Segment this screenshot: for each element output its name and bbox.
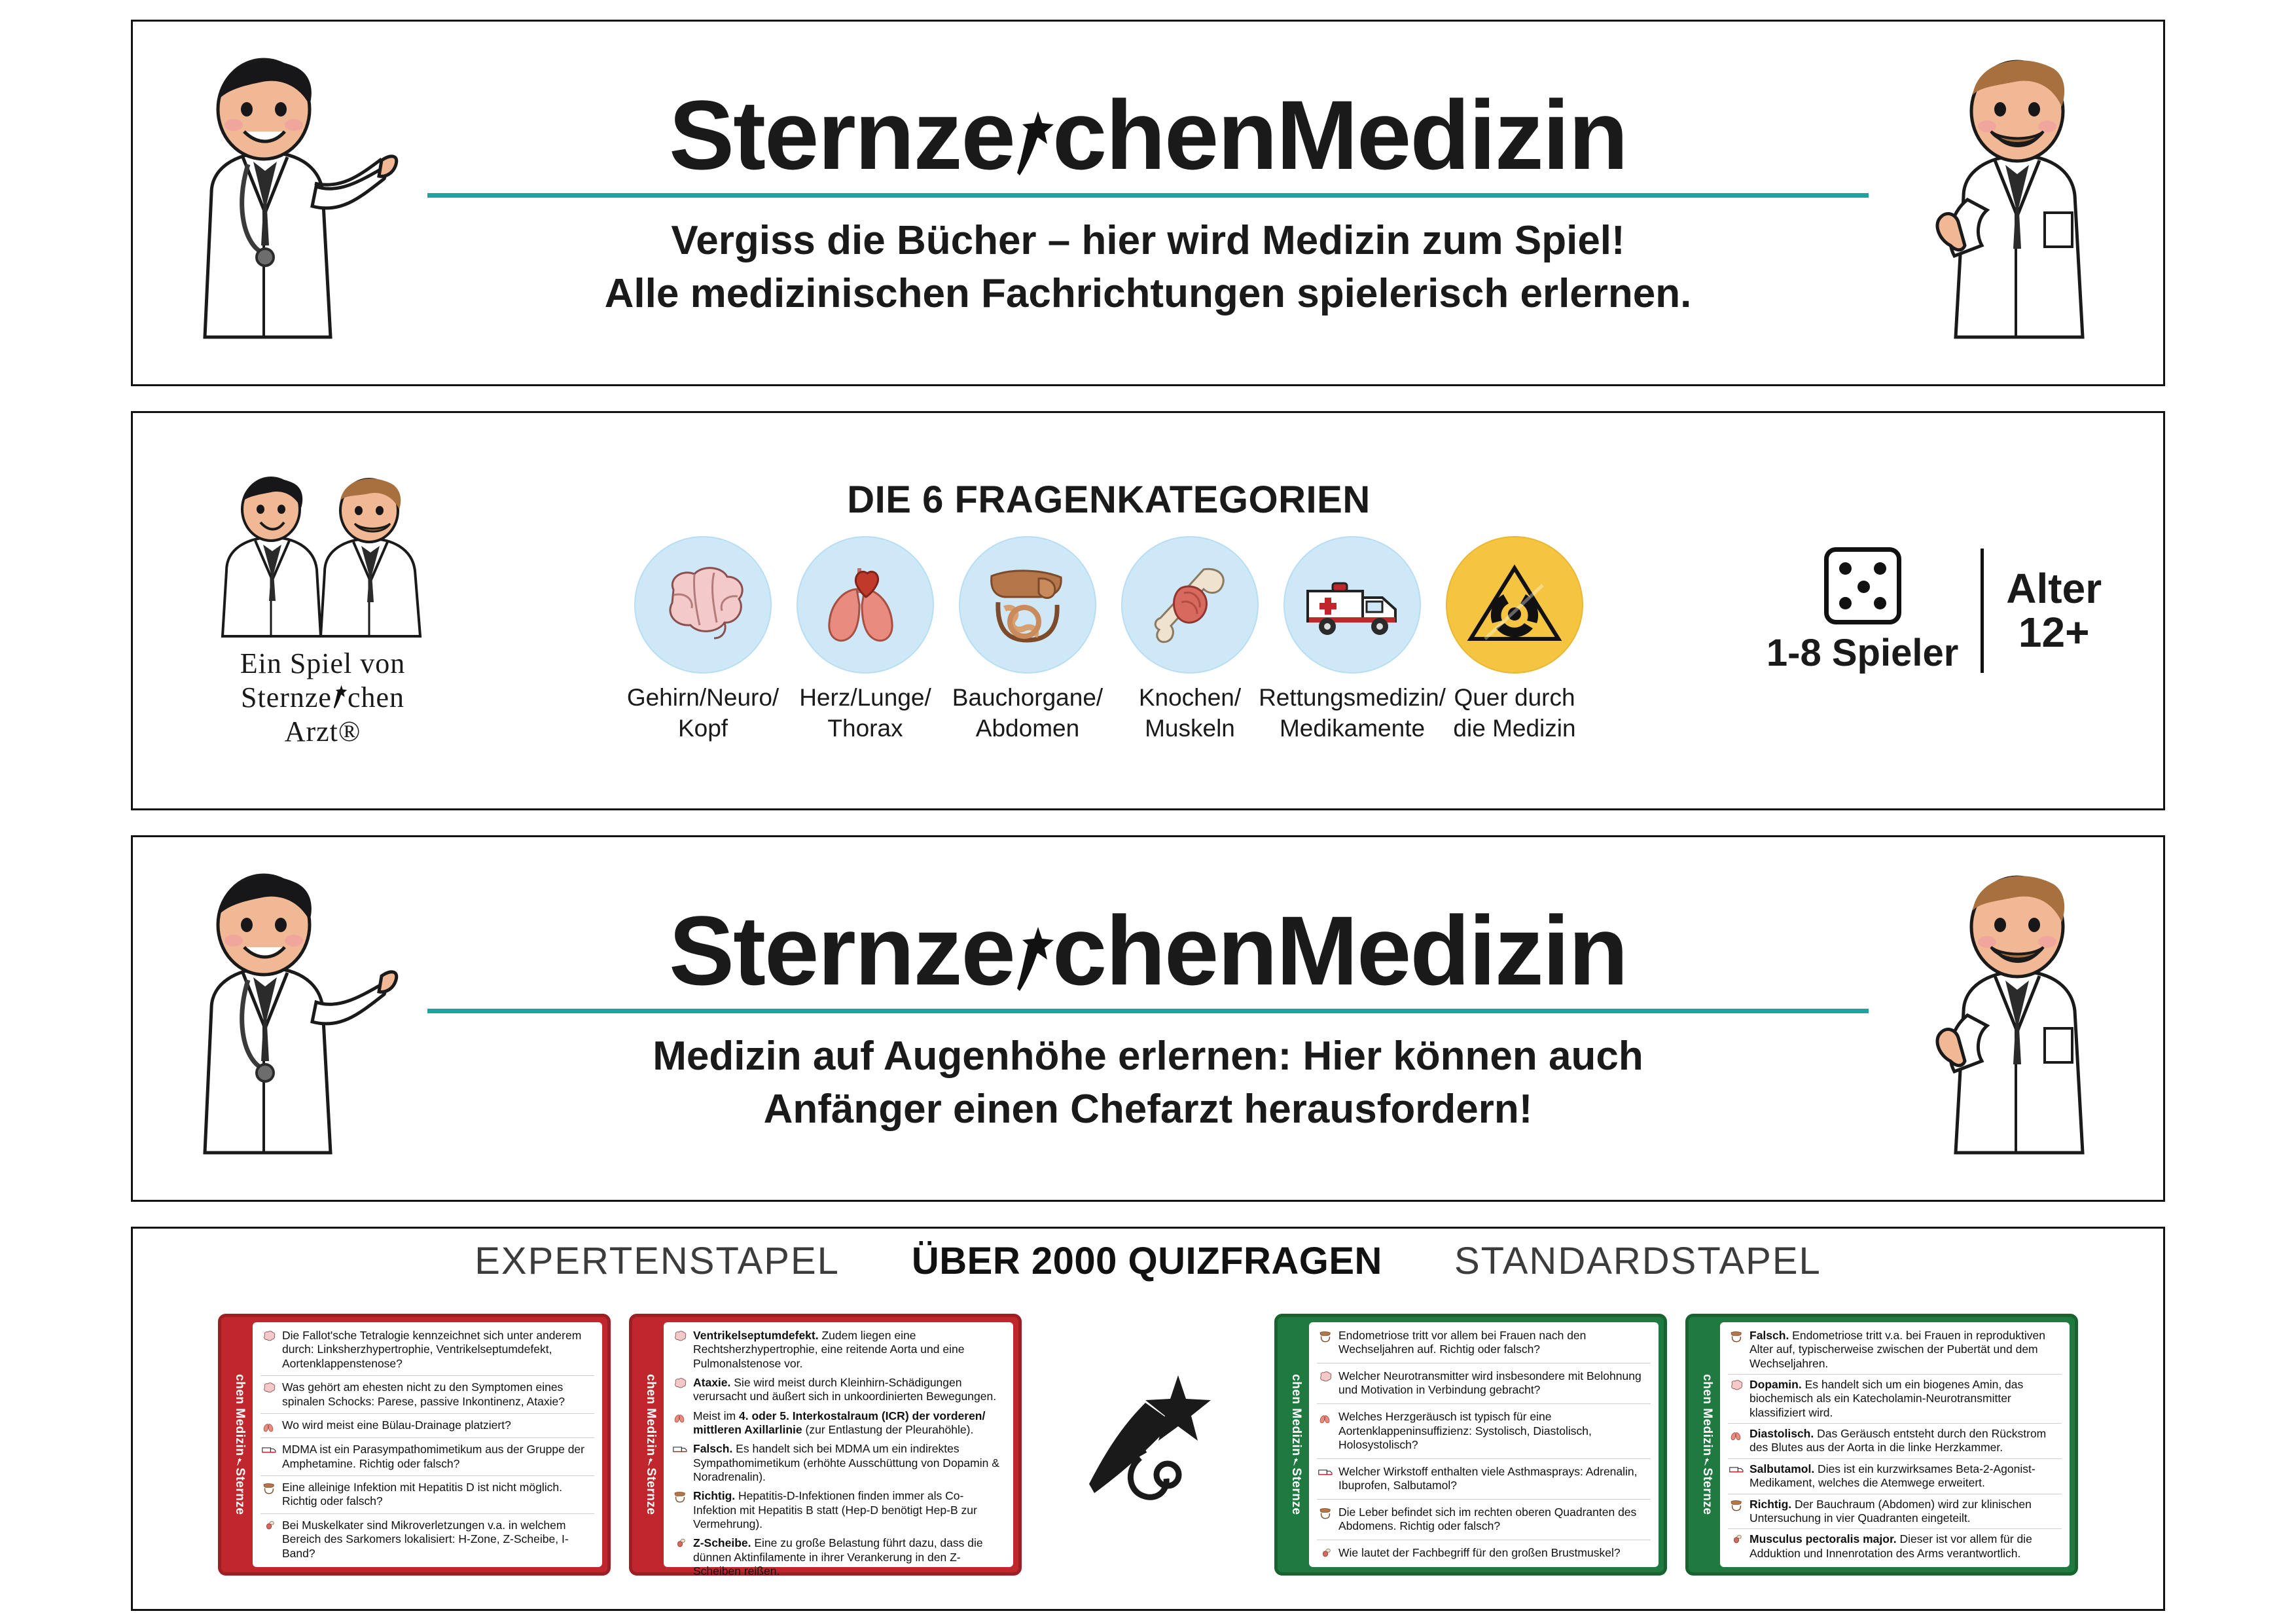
card-line bbox=[672, 1536, 1005, 1578]
category-label-line1: Knochen/ bbox=[1138, 684, 1242, 712]
doctor-pointing-illustration bbox=[146, 844, 421, 1193]
card-spine-part1: Sternze bbox=[1289, 1468, 1303, 1515]
abdomen-organs-icon bbox=[672, 1489, 689, 1504]
category-icon-circle bbox=[1121, 536, 1259, 674]
category-item bbox=[793, 536, 938, 744]
card-line bbox=[260, 1519, 594, 1561]
card-line bbox=[260, 1380, 594, 1409]
card-line bbox=[672, 1409, 1005, 1437]
age-value: 12+ bbox=[2018, 609, 2090, 656]
category-item bbox=[1117, 536, 1263, 744]
abdomen-organs-icon bbox=[1317, 1329, 1334, 1343]
category-label bbox=[627, 683, 779, 744]
category-label-line1: Herz/Lunge/ bbox=[799, 684, 931, 712]
lungs-heart-icon bbox=[1317, 1410, 1334, 1424]
brain-icon bbox=[260, 1329, 278, 1343]
card-spine-part2: chen Medizin bbox=[1700, 1374, 1714, 1456]
card-line bbox=[260, 1418, 594, 1433]
brain-icon bbox=[672, 1376, 689, 1390]
ambulance-icon bbox=[1300, 569, 1405, 641]
category-label-line2: Thorax bbox=[827, 714, 903, 742]
card-line bbox=[260, 1329, 594, 1371]
expert-answer-card[interactable] bbox=[629, 1314, 1022, 1576]
card-spine-part1: Sternze bbox=[233, 1468, 247, 1515]
doctor-pointing-illustration bbox=[146, 28, 421, 378]
category-item bbox=[1259, 536, 1446, 744]
abdomen-organs-icon bbox=[260, 1481, 278, 1495]
card-line-text: Ventrikelseptumdefekt. Zudem liegen eine Rechtsherzhypertrophie, eine reitende Aorta und eine Pulmonalstenose vor. bbox=[693, 1329, 965, 1370]
categories-title: DIE 6 FRAGENKATEGORIEN bbox=[847, 478, 1371, 522]
card-line-text: Welcher Neurotransmitter wird insbesondere mit Belohnung und Motivation in Verbindung gebracht? bbox=[1338, 1369, 1641, 1397]
brain-icon bbox=[1728, 1378, 1745, 1392]
abdomen-organs-icon bbox=[1728, 1498, 1745, 1512]
card-content bbox=[664, 1322, 1013, 1578]
card-spine-part2: chen Medizin bbox=[644, 1374, 658, 1456]
publisher-name bbox=[240, 647, 406, 749]
brand-title bbox=[669, 895, 1627, 1005]
card-line-text: Eine alleinige Infektion mit Hepatitis D ist nicht möglich. Richtig oder falsch? bbox=[282, 1481, 562, 1508]
top-tagline-line2: Alle medizinischen Fachrichtungen spielerisch erlernen. bbox=[604, 270, 1692, 316]
card-line bbox=[1317, 1546, 1651, 1561]
bottom-tagline bbox=[653, 1030, 1643, 1136]
brand-title-part3: Medizin bbox=[1276, 895, 1627, 1005]
abdomen-organs-icon bbox=[1317, 1506, 1334, 1520]
lungs-heart-icon bbox=[816, 559, 914, 651]
category-item bbox=[1442, 536, 1587, 744]
expert-question-card[interactable] bbox=[218, 1314, 611, 1576]
card-spine bbox=[637, 1322, 664, 1567]
shooting-star-icon bbox=[647, 1458, 655, 1467]
shooting-star-icon bbox=[330, 685, 350, 711]
bone-muscle-icon bbox=[1317, 1546, 1334, 1561]
card-line-text: Falsch. Endometriose tritt v.a. bei Frauen in reproduktiven Alter auf, typischerweise zwischen der Pubertät und dem Wechseljahren. bbox=[1749, 1329, 2045, 1370]
brand-title-part2: chen bbox=[1052, 79, 1276, 190]
categories-center bbox=[493, 478, 1725, 744]
card-line bbox=[672, 1376, 1005, 1404]
top-tagline-line1: Vergiss die Bücher – hier wird Medizin zum Spiel! bbox=[671, 217, 1625, 263]
brain-icon bbox=[260, 1380, 278, 1395]
players-label: 1-8 Spieler bbox=[1766, 631, 1959, 674]
bone-muscle-icon bbox=[672, 1536, 689, 1551]
players-age-block bbox=[1725, 421, 2144, 801]
ambulance-icon bbox=[1317, 1465, 1334, 1478]
card-line bbox=[1317, 1506, 1651, 1534]
card-line-text: Bei Muskelkater sind Mikroverletzungen v.a. in welchem Bereich des Sarkomers lokalisiert: H-Zone, Z-Scheibe, I-Band? bbox=[282, 1518, 569, 1560]
age-word: Alter bbox=[2006, 564, 2102, 612]
card-line-text: Die Leber befindet sich im rechten oberen Quadranten des Abdomens. Richtig oder falsch? bbox=[1338, 1505, 1637, 1533]
category-label-line2: Kopf bbox=[677, 714, 728, 742]
categories-panel bbox=[131, 411, 2165, 810]
publisher-line1: Ein Spiel von bbox=[240, 647, 406, 680]
publisher-line2b: chen bbox=[347, 681, 404, 714]
brand-title bbox=[669, 79, 1627, 190]
card-line-text: Richtig. Hepatitis-D-Infektionen finden immer als Co-Infektion mit Hepatitis B statt (Hep-D benötigt Hep-B zur Vermehrung). bbox=[693, 1489, 977, 1531]
standard-deck-heading: STANDARDSTAPEL bbox=[1454, 1240, 1821, 1282]
card-line bbox=[1317, 1465, 1651, 1493]
top-banner bbox=[131, 20, 2165, 386]
shooting-star-icon bbox=[1009, 914, 1058, 986]
card-line bbox=[672, 1329, 1005, 1371]
lungs-heart-icon bbox=[1728, 1427, 1745, 1441]
card-line-text: Musculus pectoralis major. Dieser ist vor allem für die Adduktion und Innenrotation des Arms verantwortlich. bbox=[1749, 1532, 2032, 1560]
brain-icon bbox=[1317, 1369, 1334, 1384]
card-line bbox=[260, 1443, 594, 1471]
category-icon-circle bbox=[1446, 536, 1583, 674]
category-label bbox=[799, 683, 931, 744]
card-line-text: Richtig. Der Bauchraum (Abdomen) wird zur klinischen Untersuchung in vier Quadranten eingeteilt. bbox=[1749, 1497, 2032, 1525]
shooting-star-icon bbox=[1704, 1458, 1711, 1467]
category-label bbox=[1139, 683, 1241, 744]
category-item bbox=[952, 536, 1103, 744]
question-count-heading: ÜBER 2000 QUIZFRAGEN bbox=[911, 1240, 1382, 1282]
category-label-line2: die Medizin bbox=[1453, 714, 1576, 742]
ambulance-icon bbox=[672, 1442, 689, 1455]
ambulance-icon bbox=[260, 1443, 278, 1456]
card-line-text: Falsch. Es handelt sich bei MDMA um ein indirektes Sympathomimetikum (erhöhte Ausschüttung von Dopamin & Noradrenalin). bbox=[693, 1442, 999, 1484]
accent-rule bbox=[427, 1009, 1869, 1013]
abdomen-organs-icon bbox=[1728, 1329, 1745, 1343]
category-icon-circle bbox=[634, 536, 772, 674]
card-line-text: Diastolisch. Das Geräusch entsteht durch den Rückstrom des Blutes aus der Aorta in die linke Herzkammer. bbox=[1749, 1427, 2047, 1454]
bottom-banner bbox=[131, 835, 2165, 1202]
card-line bbox=[1728, 1532, 2062, 1561]
card-line-text: Wo wird meist eine Bülau-Drainage platziert? bbox=[282, 1418, 511, 1432]
card-line bbox=[1728, 1329, 2062, 1371]
categories-list bbox=[626, 536, 1587, 744]
card-line-text: Meist im 4. oder 5. Interkostalraum (ICR) der vorderen/ mittleren Axillarlinie (zur Entlastung der Pleurahöhle). bbox=[693, 1409, 986, 1437]
shooting-star-icon bbox=[236, 1458, 243, 1467]
card-spine-part1: Sternze bbox=[644, 1468, 658, 1515]
category-label-line1: Rettungsmedizin/ bbox=[1259, 684, 1446, 712]
brand-title-part1: Sternze bbox=[669, 79, 1014, 190]
category-label-line1: Gehirn/Neuro/ bbox=[626, 684, 780, 712]
top-banner-content bbox=[421, 79, 1875, 320]
bone-muscle-icon bbox=[260, 1519, 278, 1533]
bottom-tagline-line2: Anfänger einen Chefarzt herausfordern! bbox=[763, 1086, 1533, 1132]
deck-panel bbox=[131, 1227, 2165, 1611]
accent-rule bbox=[427, 193, 1869, 198]
deck-headings bbox=[146, 1239, 2150, 1283]
category-icon-circle bbox=[1283, 536, 1421, 674]
standard-question-card[interactable] bbox=[1274, 1314, 1667, 1576]
bone-muscle-icon bbox=[1728, 1532, 1745, 1547]
card-line-text: Endometriose tritt vor allem bei Frauen nach den Wechseljahren auf. Richtig oder falsch? bbox=[1338, 1329, 1587, 1356]
card-line bbox=[672, 1489, 1005, 1531]
deck-cards bbox=[146, 1292, 2150, 1602]
bottom-tagline-line1: Medizin auf Augenhöhe erlernen: Hier können auch bbox=[653, 1033, 1643, 1079]
card-line bbox=[1728, 1462, 2062, 1490]
publisher-line2 bbox=[240, 681, 406, 715]
shooting-star-stethoscope-icon bbox=[1040, 1360, 1256, 1530]
card-spine-part2: chen Medizin bbox=[233, 1374, 247, 1456]
category-icon-circle bbox=[959, 536, 1096, 674]
card-line bbox=[1317, 1369, 1651, 1398]
publisher-line3: Arzt® bbox=[284, 715, 361, 748]
category-label bbox=[952, 683, 1103, 744]
brand-title-part2: chen bbox=[1052, 895, 1276, 1005]
category-label-line2: Muskeln bbox=[1145, 714, 1235, 742]
card-line bbox=[260, 1481, 594, 1509]
category-label-line1: Quer durch bbox=[1454, 684, 1575, 712]
brain-icon bbox=[654, 562, 752, 647]
card-line-text: Welches Herzgeräusch ist typisch für eine Aortenklappeninsuffizienz: Systolisch, Diastolisch, Holosystolisch? bbox=[1338, 1410, 1592, 1451]
card-line-text: Die Fallot'sche Tetralogie kennzeichnet sich unter anderem durch: Linksherzhypertrophie, Ventrikelseptumdefekt, Aortenklappenstenose? bbox=[282, 1329, 582, 1370]
card-line-text: Was gehört am ehesten nicht zu den Symptomen eines spinalen Schocks: Parese, passive Inkontinenz, Ataxie? bbox=[282, 1380, 565, 1408]
card-spine-label bbox=[1289, 1374, 1303, 1515]
category-label-line1: Bauchorgane/ bbox=[952, 684, 1103, 712]
card-line-text: Dopamin. Es handelt sich um ein biogenes Amin, das biochemisch als ein Katecholamin-Neurotransmitter klassifiziert wird. bbox=[1749, 1378, 2024, 1419]
card-line bbox=[672, 1442, 1005, 1484]
lungs-heart-icon bbox=[672, 1409, 689, 1424]
shooting-star-icon bbox=[1293, 1458, 1300, 1467]
card-line-text: Salbutamol. Dies ist ein kurzwirksames Beta-2-Agonist-Medikament, welches die Atemwege erweitert. bbox=[1749, 1462, 2036, 1490]
bone-muscle-icon bbox=[1141, 559, 1239, 651]
dice-icon bbox=[1824, 547, 1901, 624]
doctor-thumbsup-illustration bbox=[1875, 28, 2150, 378]
top-tagline bbox=[605, 215, 1692, 320]
category-label-line2: Medikamente bbox=[1279, 714, 1426, 742]
card-spine bbox=[1694, 1322, 1720, 1567]
radiation-warning-icon bbox=[1465, 559, 1564, 651]
card-content bbox=[253, 1322, 602, 1567]
card-spine-part1: Sternze bbox=[1700, 1468, 1714, 1515]
card-spine bbox=[1283, 1322, 1309, 1567]
card-line bbox=[1728, 1498, 2062, 1526]
card-line bbox=[1317, 1329, 1651, 1357]
publisher-block bbox=[152, 473, 493, 749]
card-spine-part2: chen Medizin bbox=[1289, 1374, 1303, 1456]
card-content bbox=[1720, 1322, 2070, 1567]
category-item bbox=[626, 536, 780, 744]
category-icon-circle bbox=[797, 536, 934, 674]
two-doctors-illustration bbox=[215, 473, 431, 643]
brand-title-part3: Medizin bbox=[1276, 79, 1627, 190]
doctor-thumbsup-illustration bbox=[1875, 844, 2150, 1193]
ambulance-icon bbox=[1728, 1462, 1745, 1475]
players-info bbox=[1767, 547, 1958, 675]
card-spine-label bbox=[1700, 1374, 1714, 1515]
bottom-banner-content bbox=[421, 895, 1875, 1136]
category-label-line2: Abdomen bbox=[975, 714, 1080, 742]
age-info bbox=[2006, 564, 2102, 656]
card-line bbox=[1728, 1378, 2062, 1420]
publisher-line2a: Sternze bbox=[241, 681, 332, 714]
card-spine bbox=[226, 1322, 253, 1567]
card-line-text: Ataxie. Sie wird meist durch Kleinhirn-Schädigungen verursacht und äußert sich in unkoordinierten Bewegungen. bbox=[693, 1376, 997, 1403]
divider bbox=[1981, 549, 1984, 673]
abdomen-organs-icon bbox=[978, 559, 1077, 651]
card-line-text: Z-Scheibe. Eine zu große Belastung führt dazu, dass die dünnen Aktinfilamente in ihrer Verankerung in den Z-Scheiben reißen. bbox=[693, 1536, 983, 1578]
card-line-text: Wie lautet der Fachbegriff für den großen Brustmuskel? bbox=[1338, 1545, 1621, 1559]
card-line bbox=[1728, 1427, 2062, 1455]
standard-answer-card[interactable] bbox=[1685, 1314, 2078, 1576]
card-line bbox=[1317, 1410, 1651, 1452]
brand-title-part1: Sternze bbox=[669, 895, 1014, 1005]
card-spine-label bbox=[643, 1374, 658, 1515]
category-label bbox=[1453, 683, 1575, 744]
brain-icon bbox=[672, 1329, 689, 1343]
card-line-text: Welcher Wirkstoff enthalten viele Asthmasprays: Adrenalin, Ibuprofen, Salbutamol? bbox=[1338, 1464, 1638, 1492]
category-label bbox=[1259, 683, 1446, 744]
shooting-star-icon bbox=[1009, 99, 1058, 171]
expert-deck-heading: EXPERTENSTAPEL bbox=[475, 1240, 840, 1282]
card-content bbox=[1309, 1322, 1659, 1567]
card-line-text: MDMA ist ein Parasympathomimetikum aus der Gruppe der Amphetamine. Richtig oder falsch? bbox=[282, 1443, 584, 1470]
lungs-heart-icon bbox=[260, 1418, 278, 1433]
card-spine-label bbox=[232, 1374, 247, 1515]
